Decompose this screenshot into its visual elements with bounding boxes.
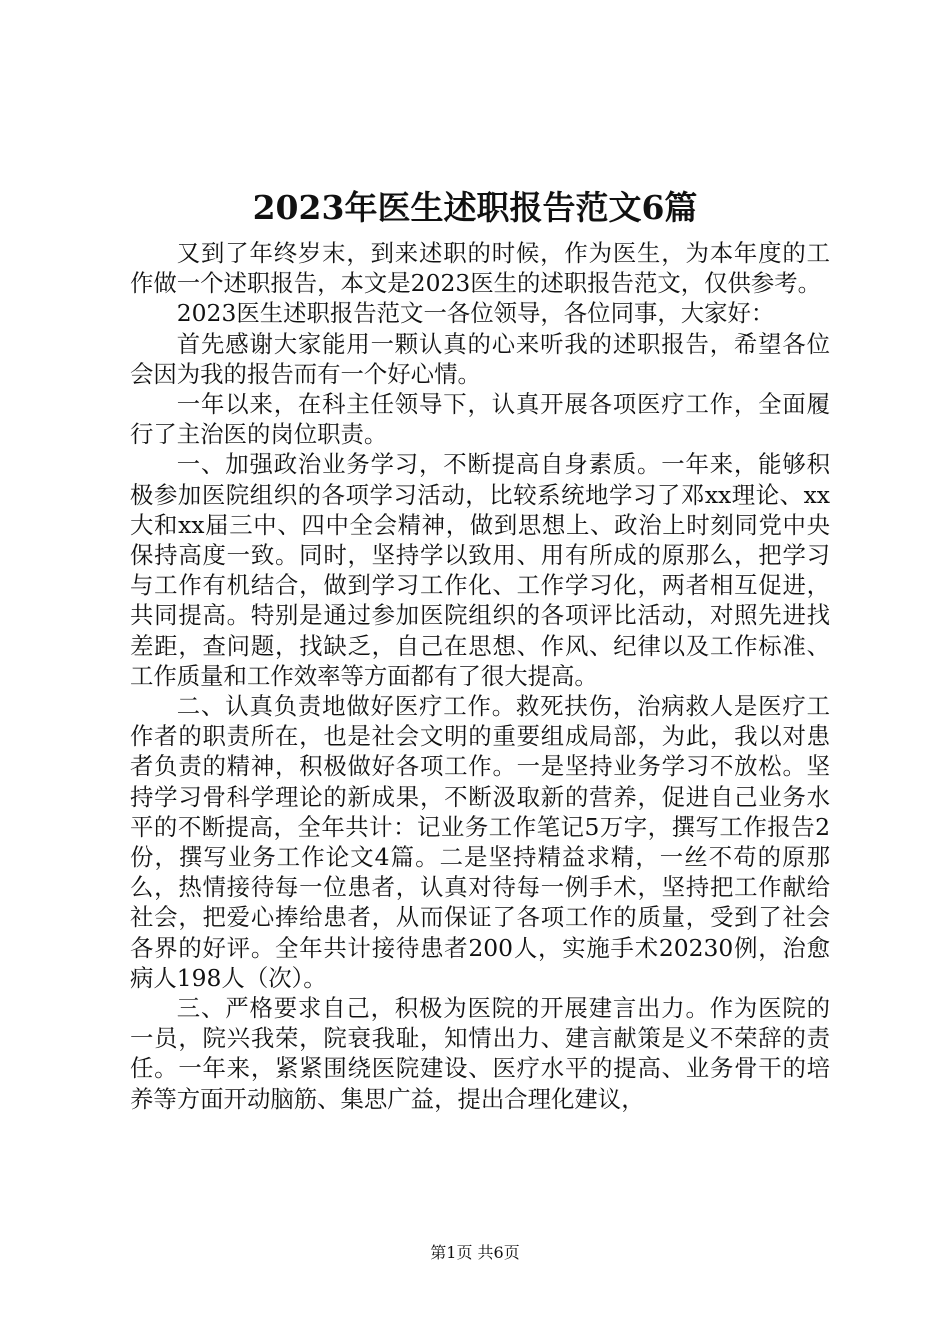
- paragraph-overview: 一年以来，在科主任领导下，认真开展各项医疗工作，全面履行了主治医的岗位职责。: [130, 390, 830, 449]
- page-footer: 第1页 共6页: [430, 1243, 520, 1262]
- paragraph-thanks: 首先感谢大家能用一颗认真的心来听我的述职报告，希望各位会因为我的报告而有一个好心情。: [130, 329, 830, 388]
- paragraph-section-1: 一、加强政治业务学习，不断提高自身素质。一年来，能够积极参加医院组织的各项学习活动，比较系统地学习了邓xx理论、xx大和xx届三中、四中全会精神，做到思想上、政治上时刻同党中央保持高度一致。同时，坚持学以致用、用有所成的原那么，把学习与工作有机结合，做到学习工作化、工作学习化，两者相互促进，共同提高。特别是通过参加医院组织的各项评比活动，对照先进找差距，查问题，找缺乏，自己在思想、作风、纪律以及工作标准、工作质量和工作效率等方面都有了很大提高。: [130, 450, 830, 690]
- paragraph-section-2: 二、认真负责地做好医疗工作。救死扶伤，治病救人是医疗工作者的职责所在，也是社会文明的重要组成局部，为此，我以对患者负责的精神，积极做好各项工作。一是坚持业务学习不放松。坚持学习骨科学理论的新成果，不断汲取新的营养，促进自己业务水平的不断提高，全年共计：记业务工作笔记5万字，撰写工作报告2份，撰写业务工作论文4篇。二是坚持精益求精，一丝不苟的原那么，热情接待每一位患者，认真对待每一例手术，坚持把工作献给社会，把爱心捧给患者，从而保证了各项工作的质量，受到了社会各界的好评。全年共计接待患者200人，实施手术20230例，治愈病人198人（次）。: [130, 692, 830, 992]
- paragraph-intro: 又到了年终岁末，到来述职的时候，作为医生，为本年度的工作做一个述职报告，本文是2023医生的述职报告范文，仅供参考。: [130, 239, 830, 298]
- paragraph-greeting: 2023医生述职报告范文一各位领导，各位同事，大家好：: [176, 299, 775, 328]
- document-body: [130, 238, 830, 1114]
- paragraph-section-3: 三、严格要求自己，积极为医院的开展建言出力。作为医院的一员，院兴我荣，院衰我耻，知情出力、建言献策是义不荣辞的责任。一年来，紧紧围绕医院建设、医疗水平的提高、业务骨干的培养等方面开动脑筋、集思广益，提出合理化建议，: [130, 994, 830, 1113]
- document-title: 2023年医生述职报告范文6篇: [252, 188, 698, 227]
